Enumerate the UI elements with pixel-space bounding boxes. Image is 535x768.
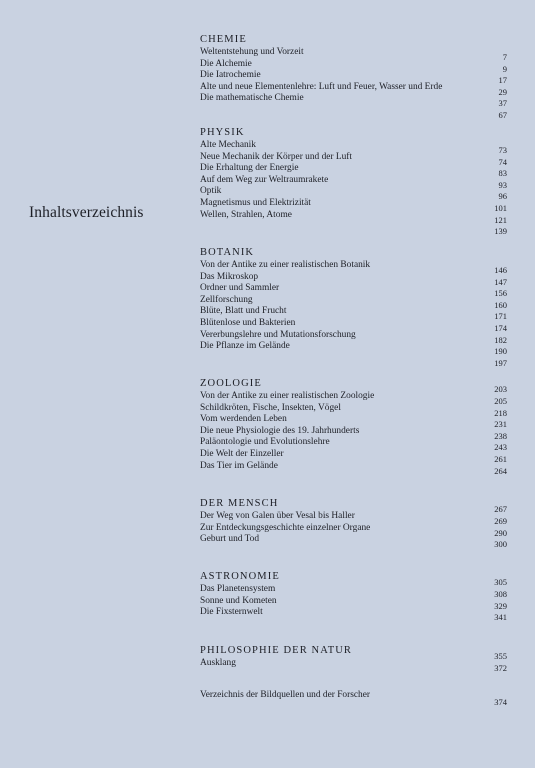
toc-entry [200,163,507,179]
toc-entry-page: 261 [494,453,507,464]
toc-entry [200,197,507,213]
final-entry-page: 374 [494,697,507,707]
toc-entry-page: 17 [498,75,507,86]
toc-entry [200,47,507,62]
toc-entry [200,437,507,453]
section-heading: BOTANIK [200,247,255,258]
toc-entry-title: Blüte, Blatt und Frucht [200,306,287,317]
toc-entry-page: 93 [498,179,507,190]
toc-entry [200,329,507,345]
toc-entry [200,93,507,109]
toc-entry-page: 7 [502,52,507,62]
toc-entry-page: 29 [498,86,507,97]
toc-entry-title: Wellen, Strahlen, Atome [200,209,292,220]
toc-entry [200,70,507,86]
toc-entry-title: Die Pflanze im Gelände [200,341,290,352]
toc-entry [200,511,507,526]
toc-entry [200,341,507,357]
toc-entry-page: 160 [494,299,507,310]
toc-entry [200,140,507,155]
toc-entry [200,460,507,476]
page-title: Inhaltsverzeichnis [29,204,144,221]
toc-entry-title: Ausklang [200,658,236,668]
toc-entry-title: Blütenlose und Bakterien [200,317,296,328]
toc-entry-title: Vererbungslehre und Mutationsforschung [200,329,356,340]
toc-entry-page: 300 [494,539,507,550]
toc-entry-page: 37 [498,98,507,109]
toc-entry-page: 238 [494,430,507,441]
toc-entry [200,402,507,418]
toc-entry-title: Optik [200,186,222,197]
toc-entry-page: 171 [494,311,507,322]
toc-section [200,32,507,120]
toc-entry [200,595,507,611]
section-heading-page: 267 [494,504,507,514]
toc-entry-title: Alte Mechanik [200,140,256,150]
toc-entry-title: Weltentstehung und Vorzeit [200,47,304,57]
toc-entry-page: 197 [494,357,507,368]
toc-entry [200,260,507,275]
toc-entry-page: 182 [494,334,507,345]
toc-entry-page: 308 [494,589,507,599]
toc-entry-page: 83 [498,168,507,179]
toc-entry-title: Das Tier im Gelände [200,460,278,471]
toc-entry-title: Die Erhaltung der Energie [200,163,299,174]
section-heading: ASTRONOMIE [200,571,280,582]
toc-entry-page: 67 [498,109,507,120]
toc-entry-title: Sonne und Kometen [200,595,277,606]
toc-entry-page: 290 [494,527,507,538]
toc-entry [200,186,507,202]
toc-entry [200,105,507,120]
toc-entry-page: 205 [494,396,507,406]
section-heading: DER MENSCH [200,498,279,509]
toc-entry-title: Zur Entdeckungsgeschichte einzelner Organe [200,522,371,533]
toc-entry-title: Vom werdenden Leben [200,414,287,425]
toc-entry-title: Ordner und Sammler [200,283,280,294]
toc-entry [200,658,507,673]
section-heading-page: 203 [494,384,507,394]
toc-entry [200,81,507,97]
final-entry-title: Verzeichnis der Bildquellen und der Forscher [200,690,370,700]
toc-entry-page: 73 [498,145,507,155]
section-heading: ZOOLOGIE [200,378,262,389]
section-heading: CHEMIE [200,34,247,45]
toc-entry-title: Zellforschung [200,294,253,305]
toc-entry-title: Die mathematische Chemie [200,93,304,104]
toc-entry [200,151,507,167]
toc-entry-page: 121 [494,214,507,225]
toc-entry-page: 9 [502,63,507,74]
toc-entry-page: 147 [494,276,507,287]
toc-entry-title: Die Welt der Einzeller [200,448,284,459]
toc-entry-page: 174 [494,322,507,333]
toc-section [200,569,507,623]
toc-entry-title: Geburt und Tod [200,534,260,545]
toc-entry [200,353,507,368]
toc-entry [200,221,507,237]
toc-entry [200,534,507,550]
toc-entry-title: Alte und neue Elementenlehre: Luft und Feuer, Wasser und Erde [200,81,443,92]
toc-entry-page: 74 [498,156,507,167]
toc-entry-title: Neue Mechanik der Körper und der Luft [200,151,353,162]
toc-entry [200,58,507,74]
section-heading: PHYSIK [200,127,245,138]
toc-section [200,496,507,550]
section-heading-page: 305 [494,577,507,587]
section-heading-page: 355 [494,651,507,661]
toc-entry-title: Schildkröten, Fische, Insekten, Vögel [200,402,341,413]
toc-entry-title: Die neue Physiologie des 19. Jahrhunderts [200,425,360,436]
toc-entry-page: 341 [494,612,507,623]
toc-entry-page: 156 [494,288,507,299]
toc-entry [200,414,507,430]
toc-entry-title: Die Iatrochemie [200,70,261,81]
toc-entry-title: Das Mikroskop [200,271,259,282]
toc-entry [200,522,507,538]
toc-entry-page: 96 [498,191,507,202]
toc-entry [200,607,507,623]
toc-entry-page: 329 [494,600,507,611]
toc-entry [200,294,507,310]
toc-entry-title: Paläontologie und Evolutionslehre [200,437,330,448]
toc-entry [200,425,507,441]
toc-entry [200,391,507,406]
toc-entry [200,271,507,287]
toc-entry-title: Auf dem Weg zur Weltraumrakete [200,174,329,185]
toc-entry-page: 269 [494,516,507,526]
toc-entry-page: 101 [494,202,507,213]
toc-entry-page: 190 [494,346,507,357]
toc-entry-title: Die Fixsternwelt [200,607,263,618]
toc-entry-page: 146 [494,265,507,275]
toc-entry-title: Von der Antike zu einer realistischen Zoologie [200,391,375,401]
toc-entry-page: 139 [494,226,507,237]
toc-entry [200,584,507,599]
toc-section [200,125,507,237]
toc-entry [200,317,507,333]
toc-section [200,245,507,368]
toc-entry-page: 243 [494,442,507,453]
toc-entry-title: Der Weg von Galen über Vesal bis Haller [200,511,355,521]
toc-entry [200,306,507,322]
toc-entry [200,283,507,299]
toc-section [200,376,507,476]
toc-entry-title: Magnetismus und Elektrizität [200,197,311,208]
toc-entry-title: Die Alchemie [200,58,252,69]
toc-entry-page: 264 [494,465,507,476]
toc-entry-page: 372 [494,663,507,673]
toc-entry-page: 231 [494,419,507,430]
toc-entry [200,448,507,464]
section-heading: PHILOSOPHIE DER NATUR [200,645,353,656]
toc-entry [200,174,507,190]
toc-entry [200,209,507,225]
final-entry [200,690,507,707]
toc-entry-page: 218 [494,407,507,418]
toc-entry-title: Das Planetensystem [200,584,276,594]
toc-section [200,643,507,673]
toc-entry-title: Von der Antike zu einer realistischen Botanik [200,260,371,270]
